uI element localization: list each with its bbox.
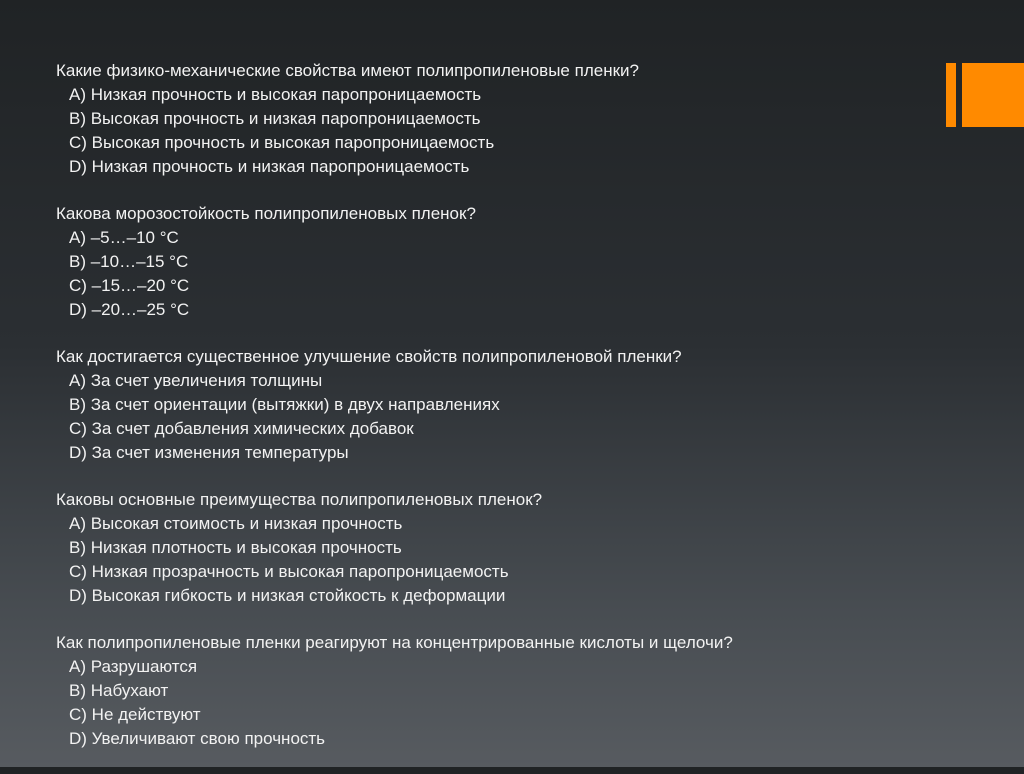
- option-a: A) За счет увеличения толщины: [69, 371, 323, 390]
- option-b: B) Высокая прочность и низкая паропроницаемость: [69, 109, 481, 128]
- option-c: C) Не действуют: [69, 705, 201, 724]
- option-c: C) Низкая прозрачность и высокая паропроницаемость: [69, 562, 509, 581]
- question-5: [56, 631, 916, 751]
- option-c: C) –15…–20 °C: [69, 276, 190, 295]
- accent-bar-wide: [962, 63, 1024, 127]
- question-text: Какова морозостойкость полипропиленовых пленок?: [56, 204, 476, 223]
- accent-bars-decoration: [946, 63, 1024, 127]
- question-4: [56, 488, 916, 608]
- option-d: D) –20…–25 °C: [69, 300, 190, 319]
- question-text: Как достигается существенное улучшение свойств полипропиленовой пленки?: [56, 347, 682, 366]
- option-c: C) Высокая прочность и высокая паропроницаемость: [69, 133, 495, 152]
- option-b: B) За счет ориентации (вытяжки) в двух направлениях: [69, 395, 500, 414]
- question-3: [56, 345, 916, 465]
- question-text: Каковы основные преимущества полипропиленовых пленок?: [56, 490, 543, 509]
- question-text: Как полипропиленовые пленки реагируют на концентрированные кислоты и щелочи?: [56, 633, 733, 652]
- option-a: A) Высокая стоимость и низкая прочность: [69, 514, 403, 533]
- option-a: A) –5…–10 °C: [69, 228, 179, 247]
- question-1: [56, 59, 916, 179]
- quiz-content: [56, 59, 916, 774]
- question-2: [56, 202, 916, 322]
- option-a: A) Разрушаются: [69, 657, 198, 676]
- option-a: A) Низкая прочность и высокая паропроницаемость: [69, 85, 482, 104]
- option-c: C) За счет добавления химических добавок: [69, 419, 414, 438]
- option-b: B) Низкая плотность и высокая прочность: [69, 538, 402, 557]
- option-b: B) Набухают: [69, 681, 169, 700]
- option-b: B) –10…–15 °C: [69, 252, 189, 271]
- option-d: D) Увеличивают свою прочность: [69, 729, 326, 748]
- option-d: D) Низкая прочность и низкая паропроницаемость: [69, 157, 470, 176]
- question-text: Какие физико-механические свойства имеют полипропиленовые пленки?: [56, 61, 639, 80]
- option-d: D) Высокая гибкость и низкая стойкость к деформации: [69, 586, 506, 605]
- option-d: D) За счет изменения температуры: [69, 443, 349, 462]
- accent-bar-thin: [946, 63, 956, 127]
